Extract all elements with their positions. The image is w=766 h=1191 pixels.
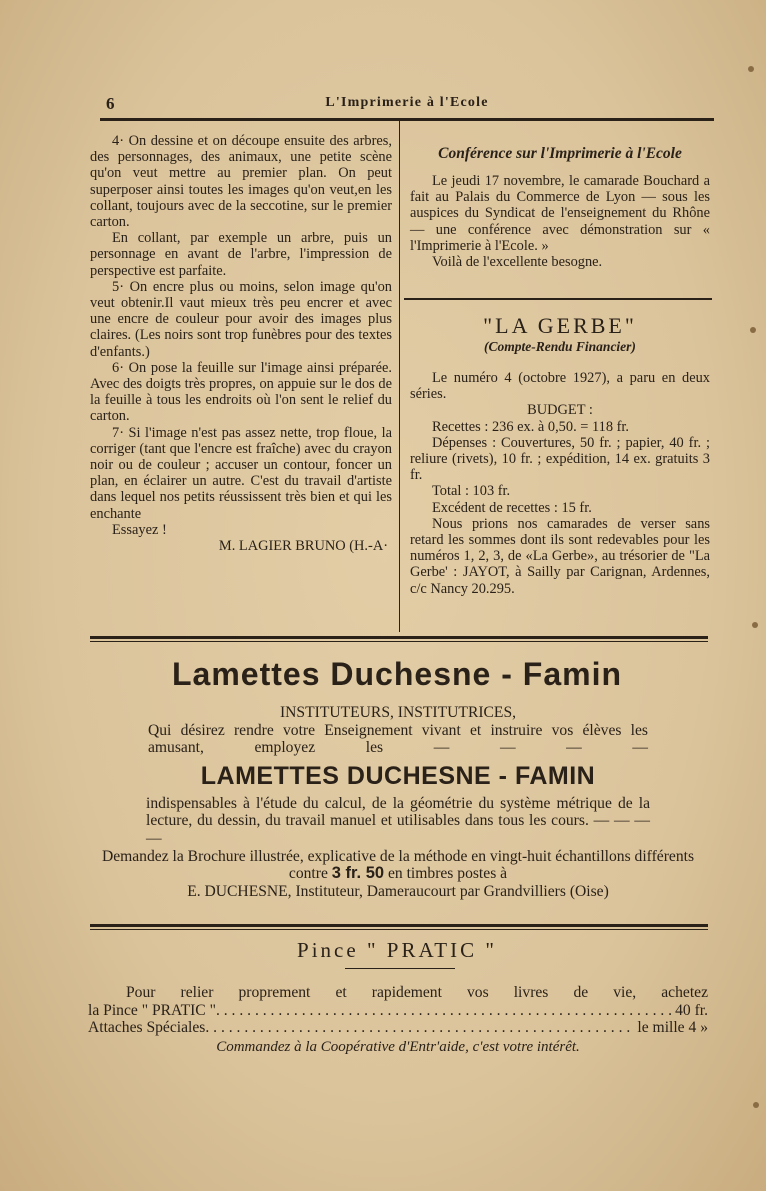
binding-hole <box>752 622 758 628</box>
gerbe-title: "LA GERBE" <box>483 313 637 338</box>
slogan: Commandez à la Coopérative d'Entr'aide, c'est votre intérêt. <box>216 1038 580 1055</box>
ad-rule-mid <box>90 924 708 927</box>
header-rule <box>100 118 714 121</box>
price-row <box>88 1002 708 1020</box>
brochure-text-end: en timbres postes à <box>387 865 508 883</box>
ad-rule-top <box>90 636 708 639</box>
running-title: L'Imprimerie à l'Ecole <box>325 95 489 110</box>
paragraph: 5· On encre plus ou moins, selon image qu'on veut obtenir.Il vaut mieux très peu encrer et avec une encre de couleur pour avoir des images plus claires. (Les noirs sont trop funèbres pour des textes d'enfants.) <box>90 278 392 360</box>
closing-line: Essayez ! <box>112 521 167 538</box>
lamettes-ad-title: Lamettes Duchesne - Famin <box>172 656 622 692</box>
product-name: LAMETTES DUCHESNE - FAMIN <box>200 761 596 790</box>
total-line: Total : 103 fr. <box>432 483 511 500</box>
paragraph: 4· On dessine et on découpe ensuite des arbres, des personnages, des animaux, une petite scène qu'on veut mettre au premier plan. On peut superposer ainsi toutes les images qu'on veut,en les collant, toujours avec de la seccotine, sur le premier carton. <box>90 133 392 231</box>
paragraph: 6· On pose la feuille sur l'image ainsi préparée. Avec des doigts très propres, on appuie sur le dos de la feuille à tous les endroits où l'on sent le relief du carton. <box>90 359 392 425</box>
title-underline <box>345 968 455 969</box>
paragraph: Nous prions nos camarades de verser sans retard les sommes dont ils sont redevables pour les numéros 1, 2, 3, de «La Gerbe», au trésorier de "La Gerbe' : JAYOT, à Sailly par Carignan, Ardennes, c/c Nancy 20.295. <box>410 515 710 597</box>
binding-hole <box>748 66 754 72</box>
leader-dots <box>216 1002 671 1020</box>
depenses-line: Dépenses : Couvertures, 50 fr. ; papier, 40 fr. ; reliure (rivets), 10 fr. ; expédition, 14 ex. gratuits 3 fr. <box>410 434 710 484</box>
brochure-line <box>96 848 700 883</box>
conference-body <box>410 173 710 270</box>
paragraph: Voilà de l'excellente besogne. <box>432 254 603 271</box>
binding-hole <box>753 1102 759 1108</box>
paragraph: En collant, par exemple un arbre, puis un personnage en avant de l'arbre, l'impression de perspective est parfaite. <box>90 230 392 279</box>
audience-line: INSTITUTEURS, INSTITUTRICES, <box>279 704 517 721</box>
author-signature: M. LAGIER BRUNO (H.-A· <box>218 538 388 555</box>
column-divider <box>399 120 400 632</box>
price: 3 fr. 50 <box>331 864 385 883</box>
ad-rule-top-thin <box>90 641 708 642</box>
pince-ad-body <box>88 984 708 1056</box>
budget-heading: BUDGET : <box>527 402 593 419</box>
brochure-text: Demandez la Brochure illustrée, explicative de la méthode en vingt-huit échantillons différents contre <box>101 847 695 883</box>
paragraph: Le numéro 4 (octobre 1927), a paru en deux séries. <box>410 370 710 403</box>
lamettes-ad-body <box>96 704 700 900</box>
ad-rule-mid-thin <box>90 929 708 930</box>
address-line: E. DUCHESNE, Instituteur, Dameraucourt par Grandvilliers (Oise) <box>187 882 609 900</box>
gerbe-subtitle: (Compte-Rendu Financier) <box>484 339 636 354</box>
price-row <box>88 1019 708 1037</box>
ad-line: Qui désirez rendre votre Enseignement vivant et instruire vos élèves les amusant, employez les — — — — <box>148 721 648 757</box>
binding-hole <box>750 327 756 333</box>
left-column <box>90 133 392 554</box>
conference-title: Conférence sur l'Imprimerie à l'Ecole <box>438 145 682 162</box>
item-price: le mille 4 » <box>637 1019 708 1037</box>
recettes-line: Recettes : 236 ex. à 0,50. = 118 fr. <box>432 418 630 435</box>
paragraph: 7· Si l'image n'est pas assez nette, trop floue, la corriger (tant que l'encre est fraîche) avec du crayon noir ou de couleur ; accuser un contour, foncer un plan, en éclairer un autre. C'est du travail d'artiste dans lequel nos petits réussissent très bien et qui les enchante <box>90 424 392 522</box>
paragraph: Le jeudi 17 novembre, le camarade Bouchard a fait au Palais du Commerce de Lyon — sous les auspices du Syndicat de l'enseignement du Rhône — une conférence avec démonstration sur « l'Imprimerie à l'Ecole. » <box>410 173 710 254</box>
item-label: la Pince " PRATIC " <box>88 1001 216 1019</box>
item-label: Attaches Spéciales <box>88 1019 206 1037</box>
excedent-line: Excédent de recettes : 15 fr. <box>432 499 592 516</box>
ad-line: indispensables à l'étude du calcul, de la géométrie du système métrique de la lecture, du dessin, du travail manuel et utilisables dans tous les cours. — — — — <box>146 794 650 847</box>
section-rule <box>404 298 712 300</box>
pince-intro: Pour relier proprement et rapidement vos livres de vie, achetez <box>126 984 708 1001</box>
pince-ad-title: Pince " PRATIC " <box>297 938 497 962</box>
page-number: 6 <box>106 94 115 113</box>
page-header <box>100 92 714 118</box>
item-price: 40 fr. <box>675 1001 708 1019</box>
gerbe-body <box>410 370 710 597</box>
leader-dots <box>205 1019 633 1037</box>
